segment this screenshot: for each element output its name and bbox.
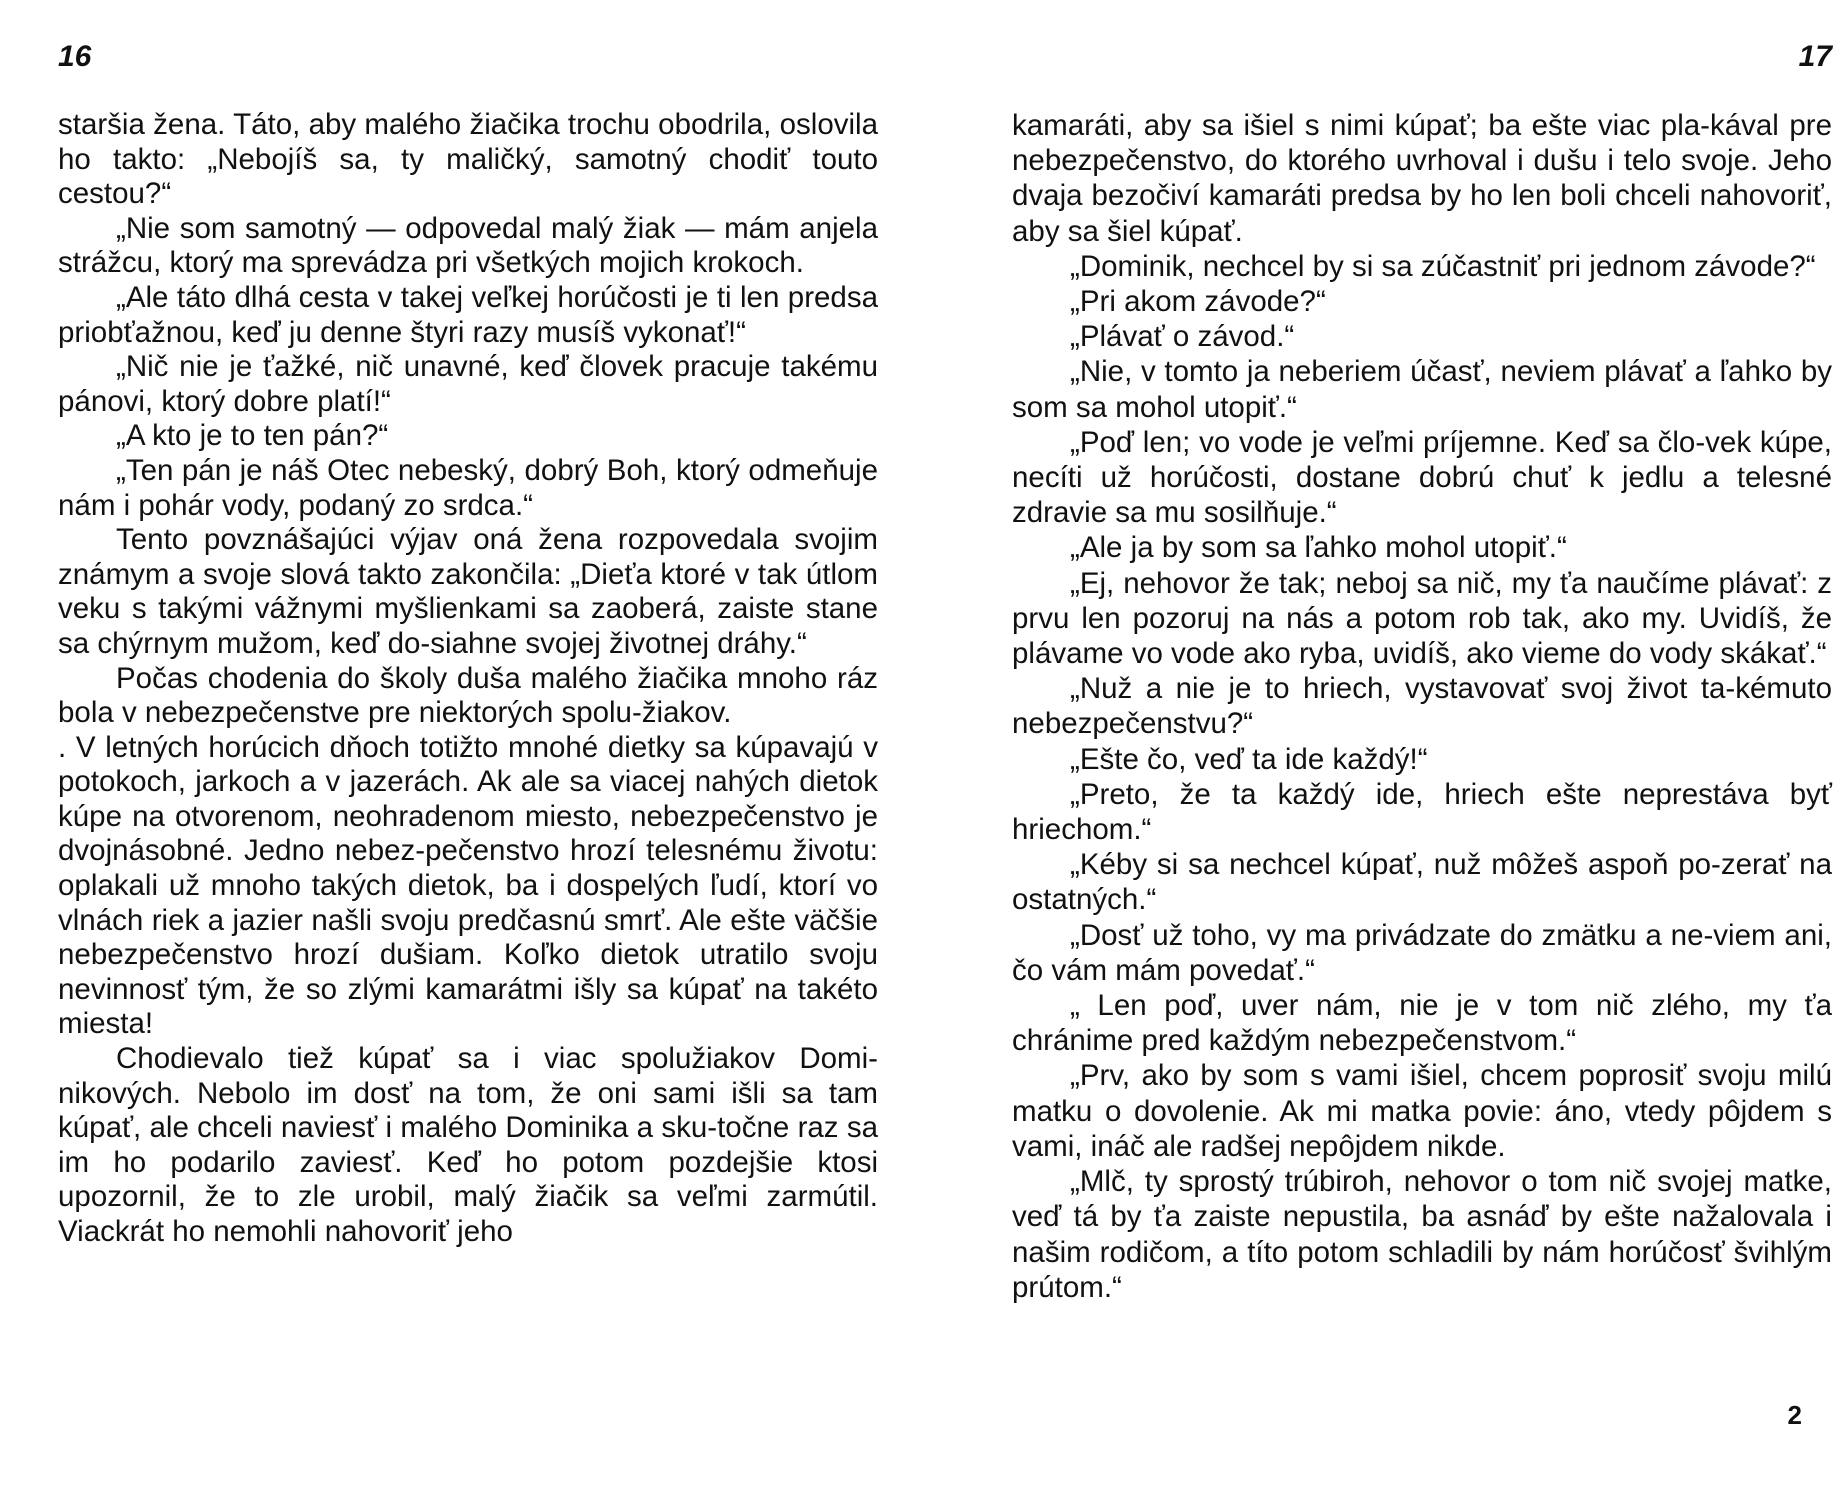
paragraph: staršia žena. Táto, aby malého žiačika trochu obodrila, oslovila ho takto: „Nebojíš sa, ty maličký, samotný chodiť touto cestou?“ (58, 108, 878, 211)
paragraph: „Ešte čo, veď ta ide každý!“ (1070, 742, 1428, 776)
paragraph: „Nie som samotný — odpovedal malý žiak — mám anjela strážcu, ktorý ma sprevádza pri všetkých mojich krokoch. (58, 211, 878, 280)
signature-mark: 2 (1787, 1400, 1802, 1430)
paragraph: „Nuž a nie je to hriech, vystavovať svoj život ta-kémuto nebezpečenstvu?“ (1012, 672, 1832, 741)
right-page-text (1012, 108, 1832, 1305)
paragraph: „Plávať o závod.“ (1070, 320, 1295, 354)
page-number-right: 17 (1798, 40, 1832, 73)
page-number-left: 16 (58, 40, 92, 73)
paragraph: „Ale ja by som sa ľahko mohol utopiť.“ (1070, 531, 1567, 565)
paragraph: „Poď len; vo vode je veľmi príjemne. Keď sa člo-vek kúpe, necíti už horúčosti, dostane dobrú chuť k jedlu a telesné zdravie sa mu sosilňuje.“ (1012, 425, 1832, 530)
paragraph: „Ale táto dlhá cesta v takej veľkej horúčosti je ti len predsa priobťažnou, keď ju denne štyri razy musíš vykonať!“ (58, 280, 878, 349)
paragraph: „Nie, v tomto ja neberiem účasť, neviem plávať a ľahko by som sa mohol utopiť.“ (1012, 355, 1832, 424)
paragraph: Počas chodenia do školy duša malého žiačika mnoho ráz bola v nebezpečenstve pre niektorých spolu-žiakov. (58, 661, 878, 730)
paragraph: „Pri akom závode?“ (1070, 285, 1326, 319)
paragraph: „Dominik, nechcel by si sa zúčastniť pri jednom závode?“ (1070, 249, 1816, 283)
left-page (58, 0, 878, 1500)
paragraph: . V letných horúcich dňoch totižto mnohé dietky sa kúpavajú v potokoch, jarkoch a v jazerách. Ak ale sa viacej nahých dietok kúpe na otvorenom, neohradenom miesto, nebezpečenstvo je dvojnásobné. Jedno nebez-pečenstvo hrozí telesnému životu: oplakali už mnoho takých dietok, ba i dospelých ľudí, ktorí vo vlnách riek a jazier našli svoju predčasnú smrť. Ale ešte väčšie nebezpečenstvo hrozí dušiam. Koľko dietok utratilo svoju nevinnosť tým, že so zlými kamarátmi išly sa kúpať na takéto miesta! (58, 730, 878, 1041)
paragraph: „Dosť už toho, vy ma privádzate do zmätku a ne-viem ani, čo vám mám povedať.“ (1012, 918, 1832, 987)
right-page (1012, 0, 1832, 1500)
paragraph: „Preto, že ta každý ide, hriech ešte neprestáva byť hriechom.“ (1012, 777, 1832, 847)
paragraph: „ Len poď, uver nám, nie je v tom nič zlého, my ťa chránime pred každým nebezpečenstvom.“ (1012, 989, 1832, 1058)
paragraph: Chodievalo tiež kúpať sa i viac spolužiakov Domi-nikových. Nebolo im dosť na tom, že oni sami išli sa tam kúpať, ale chceli naviesť i malého Dominika a sku-točne raz sa im ho podarilo zaviesť. Keď ho potom pozdejšie ktosi upozornil, že to zle urobil, malý žiačik sa veľmi zarmútil. Viackrát ho nemohli nahovoriť jeho (58, 1042, 878, 1248)
left-page-text (58, 108, 878, 1250)
paragraph: „Prv, ako by som s vami išiel, chcem poprosiť svoju milú matku o dovolenie. Ak mi matka povie: áno, vtedy pôjdem s vami, ináč ale radšej nepôjdem nikde. (1012, 1059, 1832, 1163)
paragraph: „Ej, nehovor že tak; neboj sa nič, my ťa naučíme plávať: z prvu len pozoruj na nás a potom rob tak, ako my. Uvidíš, že plávame vo vode ako ryba, uvidíš, ako vieme do vody skákať.“ (1012, 566, 1832, 671)
paragraph: „Ten pán je náš Otec nebeský, dobrý Boh, ktorý odmeňuje nám i pohár vody, podaný zo srdca.“ (58, 453, 878, 522)
paragraph: „Nič nie je ťažké, nič unavné, keď človek pracuje takému pánovi, ktorý dobre platí!“ (58, 350, 878, 418)
paragraph: Tento povznášajúci výjav oná žena rozpovedala svojim známym a svoje slová takto zakončila: „Dieťa ktoré v tak útlom veku s takými vážnymi myšlienkami sa zaoberá, zaiste stane sa chýrnym mužom, keď do-siahne svojej životnej dráhy.“ (58, 523, 878, 660)
paragraph: „A kto je to ten pán?“ (116, 419, 389, 453)
paragraph: „Mlč, ty sprostý trúbiroh, nehovor o tom nič svojej matke, veď tá by ťa zaiste nepustila, ba asnáď by ešte nažalovala i našim rodičom, a títo potom schladili by nám horúčosť švihlým prútom.“ (1012, 1165, 1832, 1304)
paragraph: kamaráti, aby sa išiel s nimi kúpať; ba ešte viac pla-kával pre nebezpečenstvo, do ktorého uvrhoval i dušu i telo svoje. Jeho dvaja bezočiví kamaráti predsa by ho len boli chceli nahovoriť, aby sa šiel kúpať. (1012, 109, 1832, 248)
paragraph: „Kéby si sa nechcel kúpať, nuž môžeš aspoň po-zerať na ostatných.“ (1012, 848, 1832, 917)
